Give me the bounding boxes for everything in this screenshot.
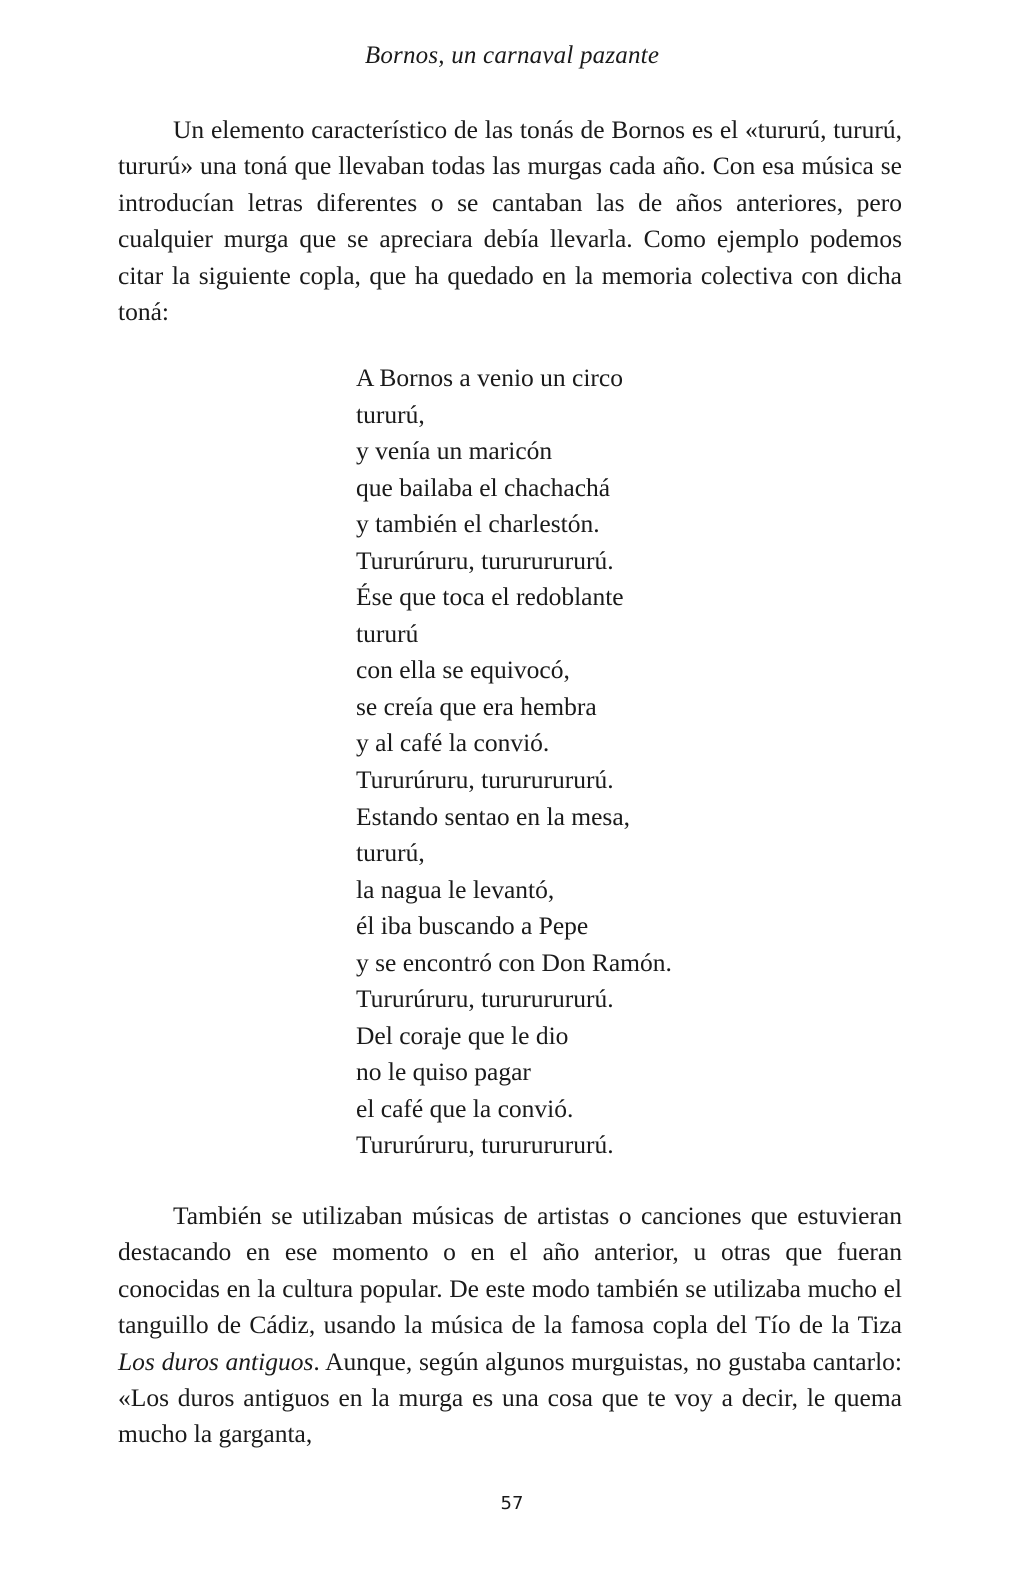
verse-line: tururú <box>356 618 419 648</box>
verse-line: no le quiso pagar <box>356 1057 531 1087</box>
song-title: Los duros antiguos <box>118 1346 314 1376</box>
body-paragraph-2 <box>118 1198 902 1453</box>
verse-line: Tururúruru, turururururú. <box>356 545 614 575</box>
verse-line: A Bornos a venio un circo <box>356 363 623 392</box>
verse-line: Tururúruru, turururururú. <box>356 984 614 1014</box>
verse-line: y al café la convió. <box>356 728 550 758</box>
verse-line: tururú, <box>356 399 425 429</box>
paragraph-2-text: También se utilizaban músicas de artistas o canciones que estuvieran destacando en ese momento o en el año anterior, u otras que fueran conocidas en la cultura popular. De este modo también se utilizaba mucho el tanguillo de Cádiz, usando la música de la famosa copla del Tío de la Tiza <box>118 1201 902 1340</box>
verse-line: Ése que toca el redoblante <box>356 582 624 612</box>
verse-line: Del coraje que le dio <box>356 1020 569 1050</box>
verse-line: tururú, <box>356 838 425 868</box>
copla-verse <box>356 360 916 1164</box>
verse-line: Tururúruru, turururururú. <box>356 765 614 795</box>
running-title: Bornos, un carnaval pazante <box>364 42 660 69</box>
verse-line: el café que la convió. <box>356 1093 574 1123</box>
verse-line: se creía que era hembra <box>356 691 597 721</box>
verse-line: que bailaba el chachachá <box>356 472 611 502</box>
body-paragraph-1: Un elemento característico de las tonás de Bornos es el «tururú, tururú, tururú» una toná que llevaban todas las murgas cada año. Con esa música se introducían letras diferentes o se cantaban las de años anteriores, pero cualquier murga que se apreciara debía llevarla. Como ejemplo podemos citar la siguiente copla, que ha quedado en la memoria colectiva con dicha toná: <box>118 115 902 327</box>
verse-line: y también el charlestón. <box>356 509 600 539</box>
page-number: 57 <box>500 1493 524 1514</box>
verse-line: la nagua le levantó, <box>356 874 555 904</box>
paragraph-2-continuation: . Aunque, según algunos murguistas, no gustaba cantarlo: «Los duros antiguos en la murga es una cosa que te voy a decir, le quema mucho la garganta, <box>118 1346 902 1449</box>
verse-line: Estando sentao en la mesa, <box>356 801 631 831</box>
verse-line: y se encontró con Don Ramón. <box>356 947 672 977</box>
verse-line: Tururúruru, turururururú. <box>356 1130 614 1160</box>
verse-line: y venía un maricón <box>356 436 553 466</box>
verse-line: con ella se equivocó, <box>356 655 570 685</box>
verse-line: él iba buscando a Pepe <box>356 911 589 941</box>
